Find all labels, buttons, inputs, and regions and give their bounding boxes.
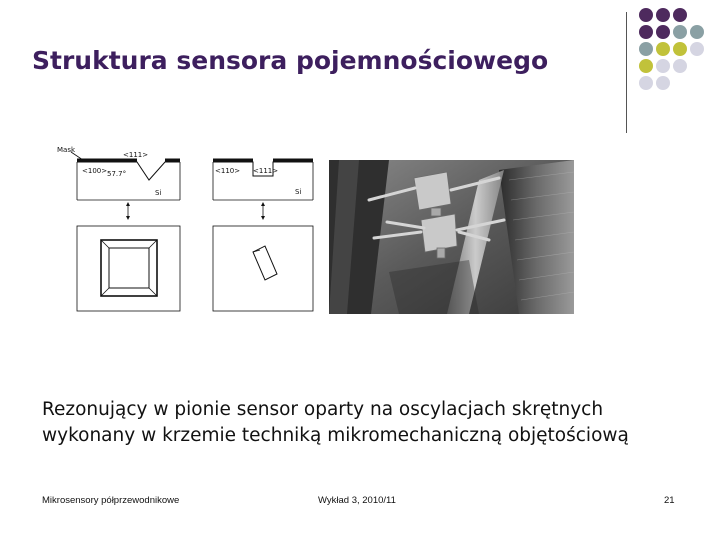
caption-line-1: Rezonujący w pionie sensor oparty na oscylacjach skrętnych (42, 399, 604, 420)
decor-dot (656, 59, 670, 73)
slide-caption (42, 397, 702, 449)
top-view-parallelogram (213, 226, 313, 311)
cross-section-100 (57, 146, 180, 220)
decor-dot (639, 76, 653, 90)
decor-dot (690, 42, 704, 56)
decor-dot (690, 25, 704, 39)
mask-label: Mask (57, 146, 76, 154)
decor-dot (656, 25, 670, 39)
decor-dot (673, 59, 687, 73)
decorative-divider (626, 12, 627, 133)
footer-course-name: Mikrosensory półprzewodnikowe (42, 495, 180, 506)
label-111-right: <111> (253, 167, 279, 175)
label-110: <110> (215, 167, 241, 175)
si-label-left: Si (155, 189, 162, 197)
decor-dot (656, 76, 670, 90)
cross-section-110 (213, 160, 313, 220)
footer-page-number: 21 (664, 495, 675, 506)
decor-dot (639, 8, 653, 22)
decor-dot (639, 59, 653, 73)
label-100: <100> (82, 167, 108, 175)
etching-schematic (55, 140, 320, 320)
decor-dot (673, 25, 687, 39)
top-view-square-pit (77, 226, 180, 311)
label-111-left: <111> (123, 151, 149, 159)
decor-dot (673, 42, 687, 56)
decor-dot (673, 8, 687, 22)
decor-dot (639, 25, 653, 39)
decor-dot (639, 42, 653, 56)
decor-dot (656, 8, 670, 22)
caption-line-2: wykonany w krzemie techniką mikromechaniczną objętościową (42, 425, 629, 446)
sem-micrograph (329, 160, 574, 314)
slide-title: Struktura sensora pojemnościowego (32, 46, 549, 75)
angle-label: 57.7° (107, 170, 127, 178)
si-label-right: Si (295, 188, 302, 196)
footer-lecture-info: Wykład 3, 2010/11 (318, 495, 396, 506)
decor-dot (656, 42, 670, 56)
